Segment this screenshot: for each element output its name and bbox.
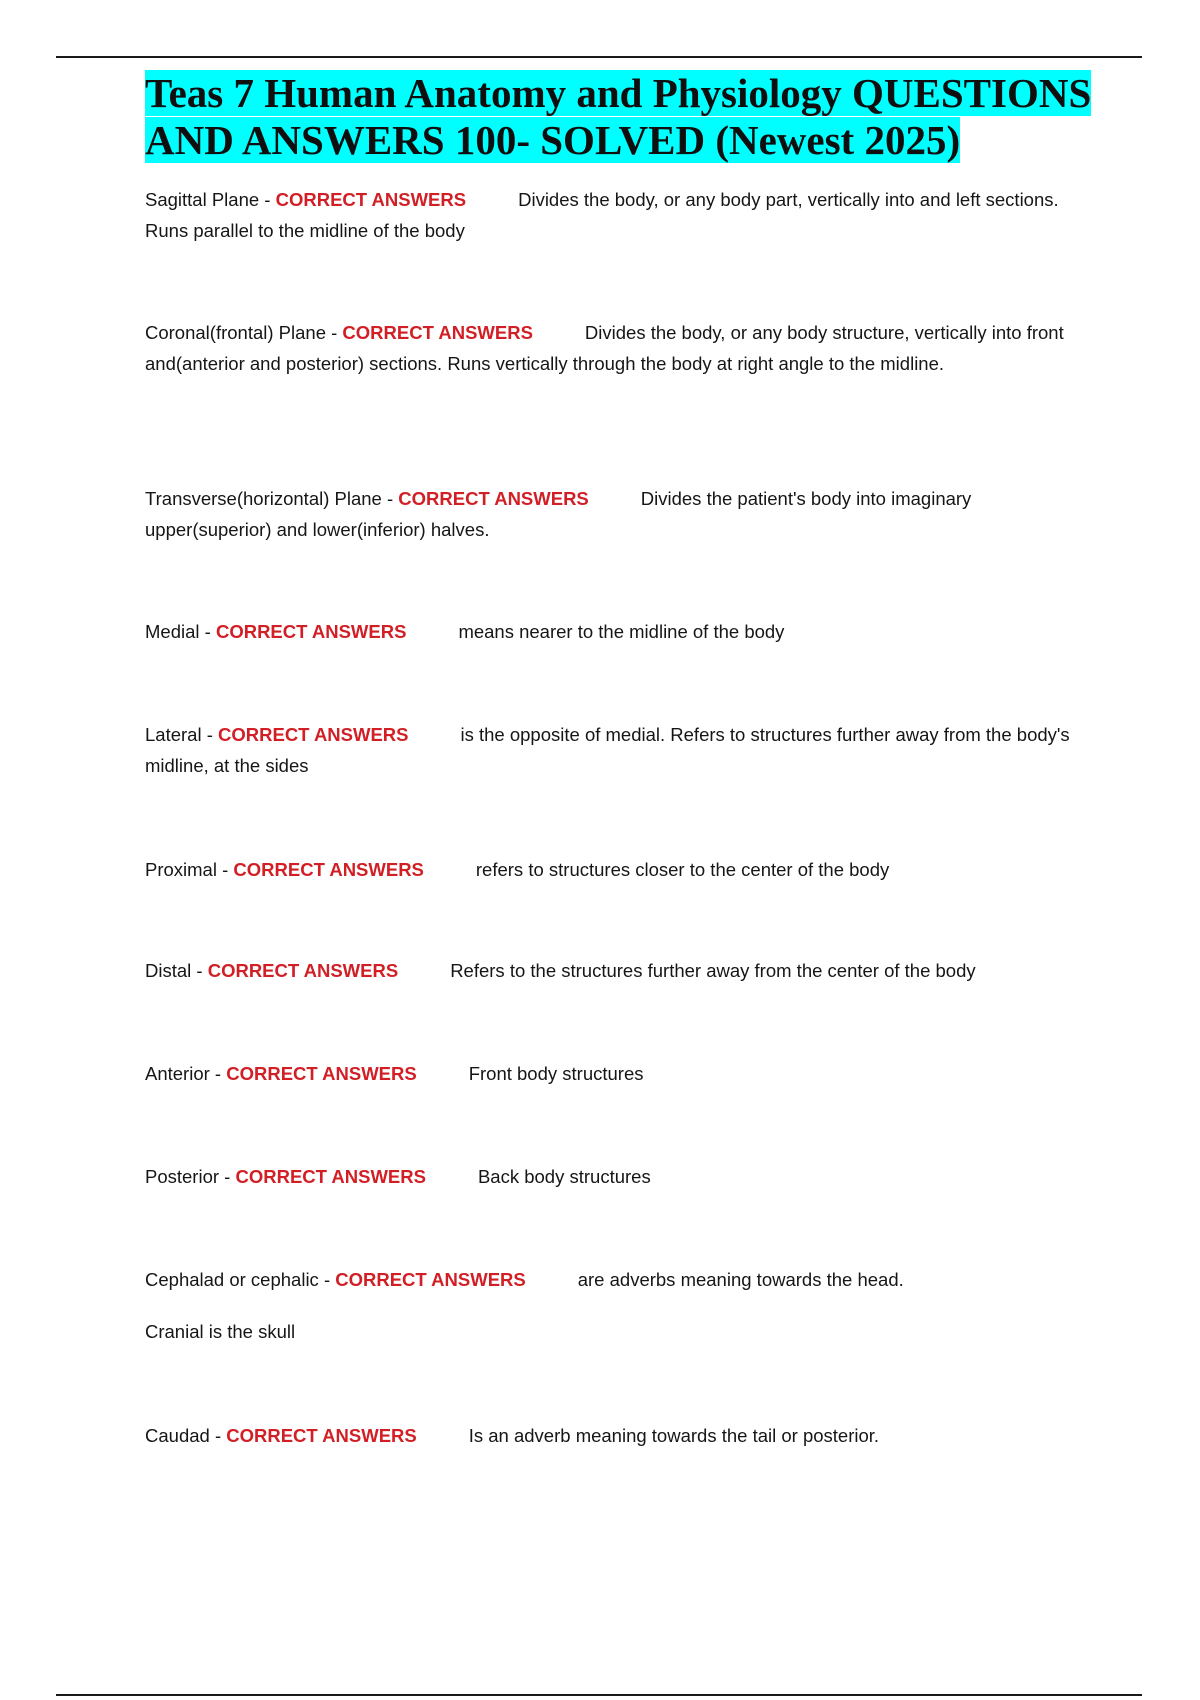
top-divider <box>56 56 1142 58</box>
correct-answers-label: CORRECT ANSWERS <box>235 1166 426 1187</box>
qa-entry-caudad <box>145 1420 1085 1451</box>
entry-definition: Divides the body, or any body part, vertically into and left sections. Runs parallel to the midline of the body <box>145 189 1059 241</box>
entry-definition: are adverbs meaning towards the head. <box>577 1269 904 1290</box>
qa-entry-medial <box>145 616 1085 647</box>
entry-definition: Front body structures <box>468 1063 644 1084</box>
bottom-divider <box>56 1694 1142 1696</box>
entry-term: Proximal - <box>145 859 234 880</box>
entry-term: Transverse(horizontal) Plane - <box>145 488 399 509</box>
entry-term: Cephalad or cephalic - <box>145 1269 336 1290</box>
qa-entry-transverse <box>145 483 1085 545</box>
correct-answers-label: CORRECT ANSWERS <box>398 488 589 509</box>
qa-entry-coronal <box>145 317 1085 379</box>
entry-term: Medial - <box>145 621 216 642</box>
correct-answers-label: CORRECT ANSWERS <box>226 1425 417 1446</box>
document-title <box>145 70 1145 164</box>
qa-entry-posterior <box>145 1161 1085 1192</box>
correct-answers-label: CORRECT ANSWERS <box>335 1269 526 1290</box>
qa-entry-proximal <box>145 854 1085 885</box>
entry-definition: means nearer to the midline of the body <box>458 621 785 642</box>
title-highlight: Teas 7 Human Anatomy and Physiology QUESTIONS AND ANSWERS 100- SOLVED (Newest 2025) <box>145 70 1092 163</box>
entry-term: Coronal(frontal) Plane - <box>145 322 343 343</box>
entry-definition: Divides the patient's body into imaginary upper(superior) and lower(inferior) halves. <box>145 488 972 540</box>
entry-definition: Divides the body, or any body structure, vertically into front and(anterior and posterior) sections. Runs vertically through the body at right angle to the midline. <box>145 322 1064 374</box>
entry-definition: Is an adverb meaning towards the tail or posterior. <box>468 1425 880 1446</box>
correct-answers-label: CORRECT ANSWERS <box>233 859 424 880</box>
qa-entry-cephalad <box>145 1264 1085 1295</box>
entry-extra-note: Cranial is the skull <box>145 1321 296 1342</box>
entry-definition: Refers to the structures further away from the center of the body <box>450 960 976 981</box>
correct-answers-label: CORRECT ANSWERS <box>218 724 409 745</box>
entry-term: Sagittal Plane - <box>145 189 276 210</box>
entry-term: Anterior - <box>145 1063 227 1084</box>
correct-answers-label: CORRECT ANSWERS <box>226 1063 417 1084</box>
entry-term: Caudad - <box>145 1425 227 1446</box>
correct-answers-label: CORRECT ANSWERS <box>275 189 467 210</box>
qa-entry-distal <box>145 955 1085 986</box>
qa-entry-anterior <box>145 1058 1085 1089</box>
correct-answers-label: CORRECT ANSWERS <box>342 322 533 343</box>
entry-term: Lateral - <box>145 724 219 745</box>
entry-definition: is the opposite of medial. Refers to structures further away from the body's midline, at the sides <box>145 724 1070 776</box>
entry-definition: Back body structures <box>477 1166 651 1187</box>
entry-term: Distal - <box>145 960 208 981</box>
entry-definition: refers to structures closer to the center of the body <box>475 859 890 880</box>
qa-entry-lateral <box>145 719 1085 781</box>
correct-answers-label: CORRECT ANSWERS <box>215 621 407 642</box>
qa-entry-sagittal <box>145 184 1085 246</box>
correct-answers-label: CORRECT ANSWERS <box>207 960 399 981</box>
entry-term: Posterior - <box>145 1166 236 1187</box>
